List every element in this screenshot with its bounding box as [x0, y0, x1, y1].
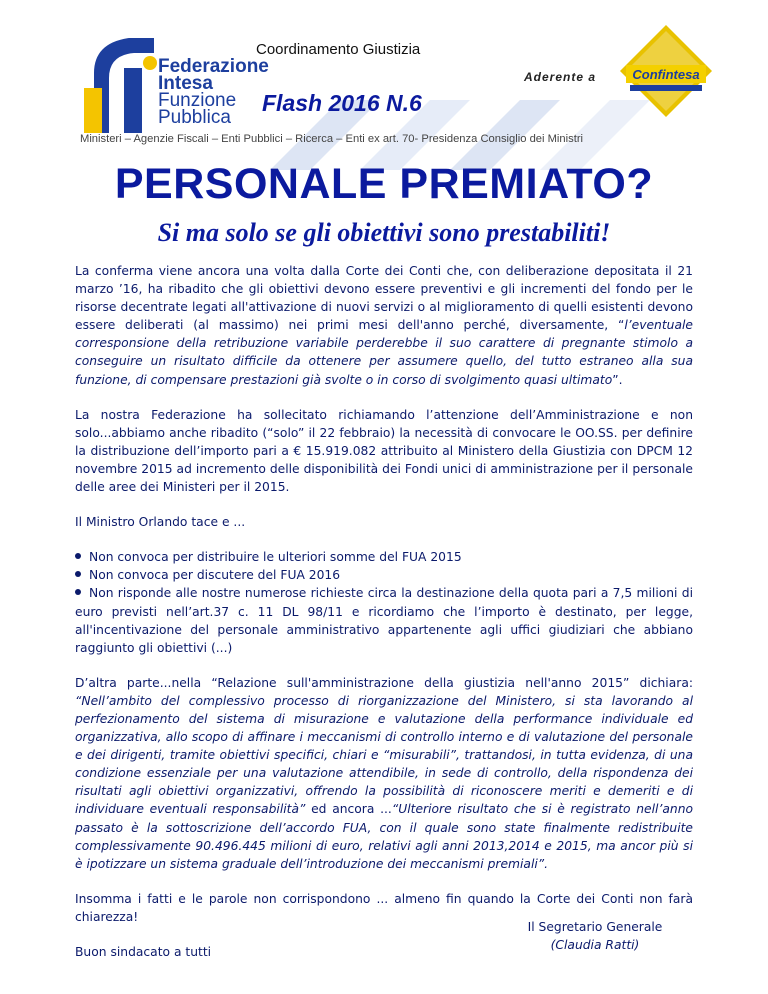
federazione-line4: Pubblica [158, 107, 231, 128]
bullet-icon [75, 553, 81, 559]
list-item-text: Non risponde alle nostre numerose richieste circa la destinazione della quota pari a 7,5 milioni di euro previsti nell’art.37 c. 11 DL 98/11 e ricordiamo che l’importo è destinato, per legge, all'incentivazione del personale amministrativo appartenente agli uffici giudiziari che abbiano raggiunto gli obiettivi (...) [75, 586, 693, 655]
signature-role: Il Segretario Generale [527, 920, 663, 934]
ministeri-line: Ministeri – Agenzie Fiscali – Enti Pubblici – Ricerca – Enti ex art. 70- Presidenza Consiglio dei Ministri [80, 133, 584, 145]
federazione-line3: Funzione [158, 90, 237, 111]
p1-text: La conferma viene ancora una volta dalla Corte dei Conti che, con deliberazione depositata il 21 marzo ’16, ha ribadito che gli obiettivi devono essere preventivi e gli incrementi del fondo per le risorse decentrate legati all'attivazione di nuovi servizi o al miglioramento di quelli esistenti devono essere deliberati (al massimo) nei primi mesi dell'anno perché, diversamente, “ [75, 264, 693, 333]
confintesa-logo-icon [618, 23, 714, 119]
p4-text1: D’altra parte...nella “Relazione sull'amministrazione della giustizia nell'anno 2015” dichiara: [75, 675, 693, 690]
aderente-label: Aderente a [524, 70, 597, 84]
p1-quote: l’eventuale corresponsione della retribuzione variabile perderebbe il suo carattere di pregnante stimolo a conseguire un risultato difficile da ottenere per assumere quello, del tutto estraneo alla sua funzione, di compensare prestazioni già svolte o in corso di svolgimento quasi ultimato [75, 318, 693, 387]
bullet-icon [75, 589, 81, 595]
p4-quote2: “Ulteriore risultato che si è registrato nell’anno passato è la sottoscrizione dell’accordo FUA, con il quale sono state finalmente redistribuite complessivamente 90.496.445 milioni di euro, relativi agli anni 2013,2014 e 2015, ma ancor più si è ipotizzare un sistema graduale dell’introduzione dei meccanismi premiali”. [75, 802, 694, 871]
list-item [75, 566, 693, 584]
list-item [75, 548, 693, 566]
federazione-line2: Intesa [158, 73, 213, 94]
list-item [75, 584, 693, 656]
p1-end: ”. [612, 372, 623, 387]
paragraph-1 [75, 262, 693, 389]
page-subtitle: Si ma solo se gli obiettivi sono prestabiliti! [157, 218, 611, 247]
list-item-text: Non convoca per discutere del FUA 2016 [89, 568, 341, 583]
p4-text2: ed ancora ... [305, 802, 392, 817]
bullet-icon [75, 571, 81, 577]
paragraph-4 [75, 674, 693, 873]
p4-quote1: “Nell’ambito del complessivo processo di riorganizzazione del Ministero, si sta lavorando al perfezionamento del sistema di misurazione e valutazione della performance individuale ed organizzativa, allo scopo di affinare i meccanismi di controllo interno e di valutazione del personale e dei dirigenti, tramite obiettivi specifici, chiari e “misurabili”, trattandosi, in tutta evidenza, di una condizione essenziale per una valutazione attendibile, in sede di controllo, della rispondenza dei risultati agli obiettivi organizzativi, offrendo la possibilità di riconoscere meriti e demeriti e di individuare eventuali responsabilità” [75, 693, 693, 817]
article-body [75, 262, 693, 978]
letterhead [0, 0, 768, 160]
federazione-name [158, 58, 269, 126]
confintesa-text: Confintesa [632, 67, 700, 82]
list-item-text: Non convoca per distribuire le ulteriori somme del FUA 2015 [89, 550, 462, 565]
paragraph-6: Buon sindacato a tutti [75, 945, 212, 959]
signature-block [510, 918, 680, 954]
coordinamento-label: Coordinamento Giustizia [256, 41, 421, 58]
federazione-line1: Federazione [158, 56, 269, 77]
flash-number: Flash 2016 N.6 [262, 90, 422, 116]
signature-name: (Claudia Ratti) [550, 938, 640, 952]
paragraph-3: Il Ministro Orlando tace e ... [75, 515, 246, 530]
paragraph-5: Insomma i fatti e le parole non corrispondono ... almeno fin quando la Corte dei Conti non farà chiarezza! [75, 891, 693, 924]
paragraph-2: La nostra Federazione ha sollecitato richiamando l’attenzione dell’Amministrazione e non solo...abbiamo anche ribadito (“solo” il 22 febbraio) la necessità di convocare le OO.SS. per definire la distribuzione dell’importo pari a € 15.919.082 attribuito al Ministero della Giustizia con DPCM 12 novembre 2015 ad incremento delle disponibilità dei Fondi unici di amministrazione per il personale delle aree dei Ministeri per il 2015. [75, 407, 693, 495]
federazione-logo-icon [84, 33, 162, 133]
bullet-list [75, 548, 693, 657]
page-title: PERSONALE PREMIATO? [114, 160, 654, 208]
